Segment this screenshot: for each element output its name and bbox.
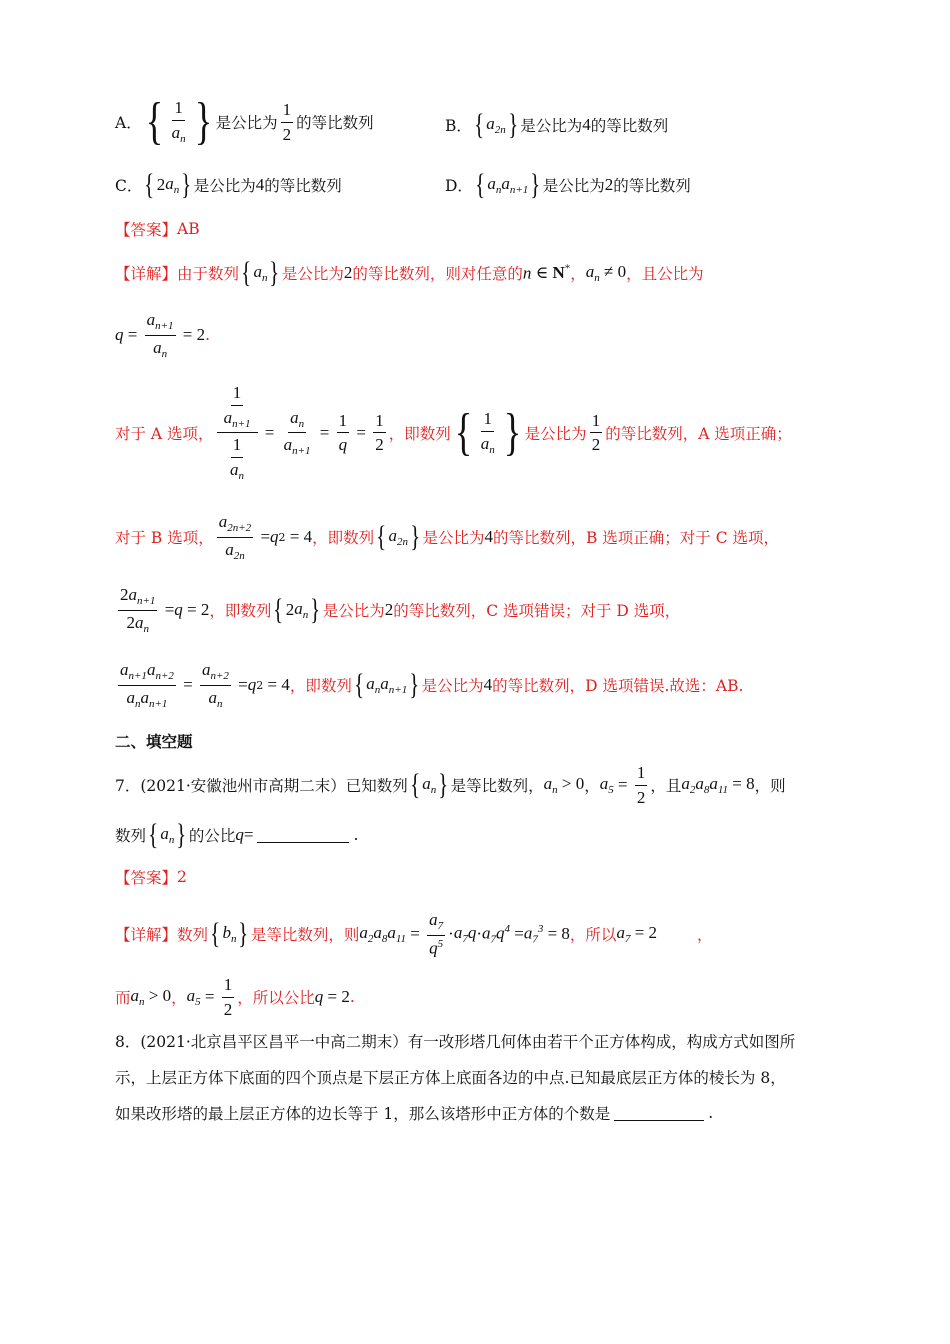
q7-seq-formula-2: { $a_n$ } — [148, 818, 187, 851]
detail-6-ratio-4: 4 — [484, 527, 493, 547]
detail-7-a7-formula: $a_7 = 2$ — [616, 922, 658, 945]
option-a — [115, 93, 374, 150]
option-a-label: A． — [115, 114, 142, 132]
detail-6-text-6e: 的等比数列，D 选项错误.故选：AB. — [492, 677, 744, 696]
a-check-formula: $\frac{\frac{1}{a_{n+1}}}{\frac{1}{a_n}}$ = $\frac{a_n}{a_{n+1}}$ = $\frac{1}{q}$ = $\frac{1}{2}$ — [214, 383, 389, 482]
detail-6-text-4e: 的等比数列，B 选项正确；对于 C 选项， — [492, 529, 780, 548]
detail-6-line-1 — [115, 258, 850, 288]
seq-an-formula: { $a_n$ } — [241, 256, 280, 289]
detail-7-line-2 — [115, 975, 850, 1019]
detail-6-line-2 — [115, 310, 850, 360]
option-c-ratio: 4 — [255, 175, 265, 194]
detail-6-line-5 — [115, 585, 850, 635]
section-2-title — [115, 730, 850, 752]
detail-7-tag: 【详解】 — [115, 925, 178, 944]
detail-6-text-1d: 的等比数列，则对任意的 — [352, 265, 523, 283]
q7-text-2c: . — [353, 826, 359, 844]
detail-6-line-6 — [115, 660, 850, 710]
detail-7-text-2d: . — [349, 988, 355, 1007]
answer-6-tag: 【答案】 — [115, 221, 178, 239]
q7-text-1b: 是等比数列， — [450, 777, 544, 796]
detail-6-text-1e: ， — [570, 265, 586, 283]
q7-text-2b: 的公比 — [188, 827, 236, 845]
detail-6-text-4c: 是公比为 — [422, 529, 485, 548]
detail-6-text-1a: 由于数列 — [177, 265, 240, 283]
q7-text-1d: ，且 — [650, 777, 682, 796]
option-d-text: 是公比为 — [542, 177, 605, 195]
option-b-tail: 的等比数列 — [590, 117, 669, 135]
detail-7-text-1c: ，所以 — [569, 925, 617, 944]
q7-a5-formula: $a_5$ = $\frac{1}{2}$ — [599, 763, 646, 807]
detail-6-text-5c: 是公比为 — [322, 602, 385, 621]
detail-6-text-5b: ，即数列 — [209, 602, 272, 621]
q7-positive-formula: $a_n > 0$ — [543, 774, 585, 797]
option-d-tail: 的等比数列 — [613, 177, 691, 195]
option-b-label: B． — [445, 117, 472, 135]
answer-7-tag: 【答案】 — [115, 869, 178, 887]
detail-6-line-4 — [115, 512, 850, 562]
n-in-N-formula: n ∈ N* — [522, 262, 571, 283]
q8-text-3-tail: . — [708, 1104, 714, 1122]
b-check-formula: $\frac{a_{2n+2}}{a_{2n}}$ = q 2 = 4 — [218, 512, 313, 562]
option-b — [445, 110, 668, 140]
answer-7-value: 2 — [177, 868, 187, 886]
option-b-text: 是公比为 — [520, 117, 583, 135]
detail-7-text-2b: ， — [171, 989, 187, 1008]
option-c-tail: 的等比数列 — [264, 177, 342, 195]
q7-text-1c: ， — [584, 777, 600, 796]
option-c-label: C． — [115, 177, 143, 195]
detail-6-ratio: 2 — [343, 263, 353, 282]
answer-6 — [115, 218, 850, 240]
q7-line-1 — [115, 763, 850, 807]
detail-7-text-2c: ，所以公比 — [237, 989, 315, 1008]
q7-text-1e: ，则 — [754, 777, 786, 796]
detail-7-product-formula: $a_2a_8a_{11}$ = $\frac{a_7}{q^5}$ · $a_7q$ · $a_7q^4$ = $a_7^3$ = 8 — [359, 910, 570, 958]
q8-line-3 — [115, 1102, 850, 1124]
q-definition-formula: q = $\frac{a_{n+1}}{a_n}$ = 2 — [115, 310, 206, 360]
d-check-formula: $\frac{a_{n+1}a_{n+2}}{a_na_{n+1}}$ = $\frac{a_{n+2}}{a_n}$ = q 2 = 4 — [120, 660, 290, 710]
seq-anan1-formula: { $a_na_{n+1}$ } — [354, 668, 420, 702]
q7-product-formula: $a_2a_8a_{11} = 8$ — [681, 774, 755, 797]
seq-2an-formula: { 2 $a_n$ } — [273, 593, 321, 627]
detail-6-text-3b: ，即数列 — [388, 424, 451, 443]
option-a-formula: { $\frac{1}{a_n}$ } — [145, 93, 212, 150]
detail-6-text-4b: ，即数列 — [312, 529, 375, 548]
detail-7-text-1b: 是等比数列，则 — [250, 925, 360, 944]
half-ratio: $\frac{1}{2}$ — [591, 410, 601, 455]
answer-7 — [115, 866, 850, 888]
detail-7-text-1d: ， — [697, 925, 713, 944]
detail-6-text-4a: 对于 B 选项， — [115, 529, 214, 548]
detail-6-tag: 【详解】 — [115, 265, 178, 283]
q8-text-1: 8．(2021·北京昌平区昌平一中高二期末）有一改形塔几何体由若干个正方体构成，构成方式如图所 — [115, 1033, 796, 1051]
option-b-ratio: 4 — [582, 115, 591, 134]
seq-a2n-formula: { $a_{2n}$ } — [376, 520, 421, 554]
c-check-formula: $\frac{2a_{n+1}}{2a_n}$ = q = 2 — [120, 585, 210, 635]
detail-6-line-3 — [115, 383, 850, 482]
q7-q-symbol: q — [235, 825, 244, 844]
detail-6-text-1f: ，且公比为 — [626, 265, 704, 283]
option-a-ratio: $\frac{1}{2}$ — [282, 99, 292, 144]
detail-7-q-formula: q = 2 — [314, 987, 350, 1007]
detail-6-text-3a: 对于 A 选项， — [115, 424, 214, 443]
q8-answer-blank[interactable] — [614, 1106, 704, 1121]
q8-line-1 — [115, 1030, 850, 1052]
option-c — [115, 170, 342, 200]
detail-7-a5-formula: $a_5$ = $\frac{1}{2}$ — [186, 975, 233, 1019]
detail-7-line-1 — [115, 910, 850, 958]
detail-6-text-1b: 是公比为 — [281, 265, 344, 283]
detail-6-text-3c: 是公比为 — [524, 424, 587, 443]
option-c-text: 是公比为 — [193, 177, 256, 195]
q7-text-2a: 数列 — [115, 827, 147, 845]
detail-6-text-5e: 的等比数列，C 选项错误；对于 D 选项， — [393, 602, 681, 621]
q8-text-3: 如果改形塔的最上层正方体的边长等于 1，那么该塔形中正方体的个数是 — [115, 1105, 611, 1123]
q7-answer-blank[interactable] — [257, 828, 349, 843]
detail-6-ratio-6: 4 — [483, 675, 493, 695]
q7-seq-formula: { $a_n$ } — [409, 768, 449, 802]
q7-text-1a: 7．(2021·安徽池州市高期二末）已知数列 — [115, 777, 408, 796]
detail-7-positive-formula: $a_n > 0$ — [130, 986, 172, 1009]
option-a-text: 是公比为 — [215, 114, 278, 132]
detail-6-text-6b: ，即数列 — [289, 677, 352, 696]
option-c-formula: { 2 $a_n$ } — [144, 168, 192, 201]
option-b-formula: { $a_{2n}$ } — [474, 108, 519, 141]
section-2-title-text: 二、填空题 — [115, 732, 193, 751]
q8-text-2: 示，上层正方体下底面的四个顶点是下层正方体上底面各边的中点.已知最底层正方体的棱长为 8， — [115, 1069, 786, 1087]
an-nonzero-formula: $a_n \ne 0$ — [585, 262, 627, 284]
option-d-formula: { $a_na_{n+1}$ } — [475, 168, 541, 201]
detail-6-text-3d: 的等比数列，A 选项正确； — [605, 424, 792, 443]
option-d — [445, 170, 691, 200]
detail-7-text-2a: 而 — [115, 989, 131, 1008]
detail-7-text-1a: 数列 — [177, 925, 209, 944]
option-d-ratio: 2 — [604, 175, 614, 194]
detail-6-ratio-5: 2 — [384, 600, 394, 620]
detail-7-seq-bn: { $b_n$ } — [210, 916, 249, 950]
seq-inv-an-formula: { $\frac{1}{a_n}$ } — [454, 403, 521, 461]
answer-6-value: AB — [177, 220, 200, 238]
q8-line-2 — [115, 1066, 850, 1088]
option-d-label: D． — [445, 177, 473, 195]
q7-line-2: 数列 { $a_n$ } 的公比 q = . — [115, 818, 359, 851]
detail-6-text-2-tail: . — [205, 326, 211, 345]
detail-6-text-6c: 是公比为 — [421, 677, 484, 696]
option-a-tail: 的等比数列 — [296, 114, 374, 132]
